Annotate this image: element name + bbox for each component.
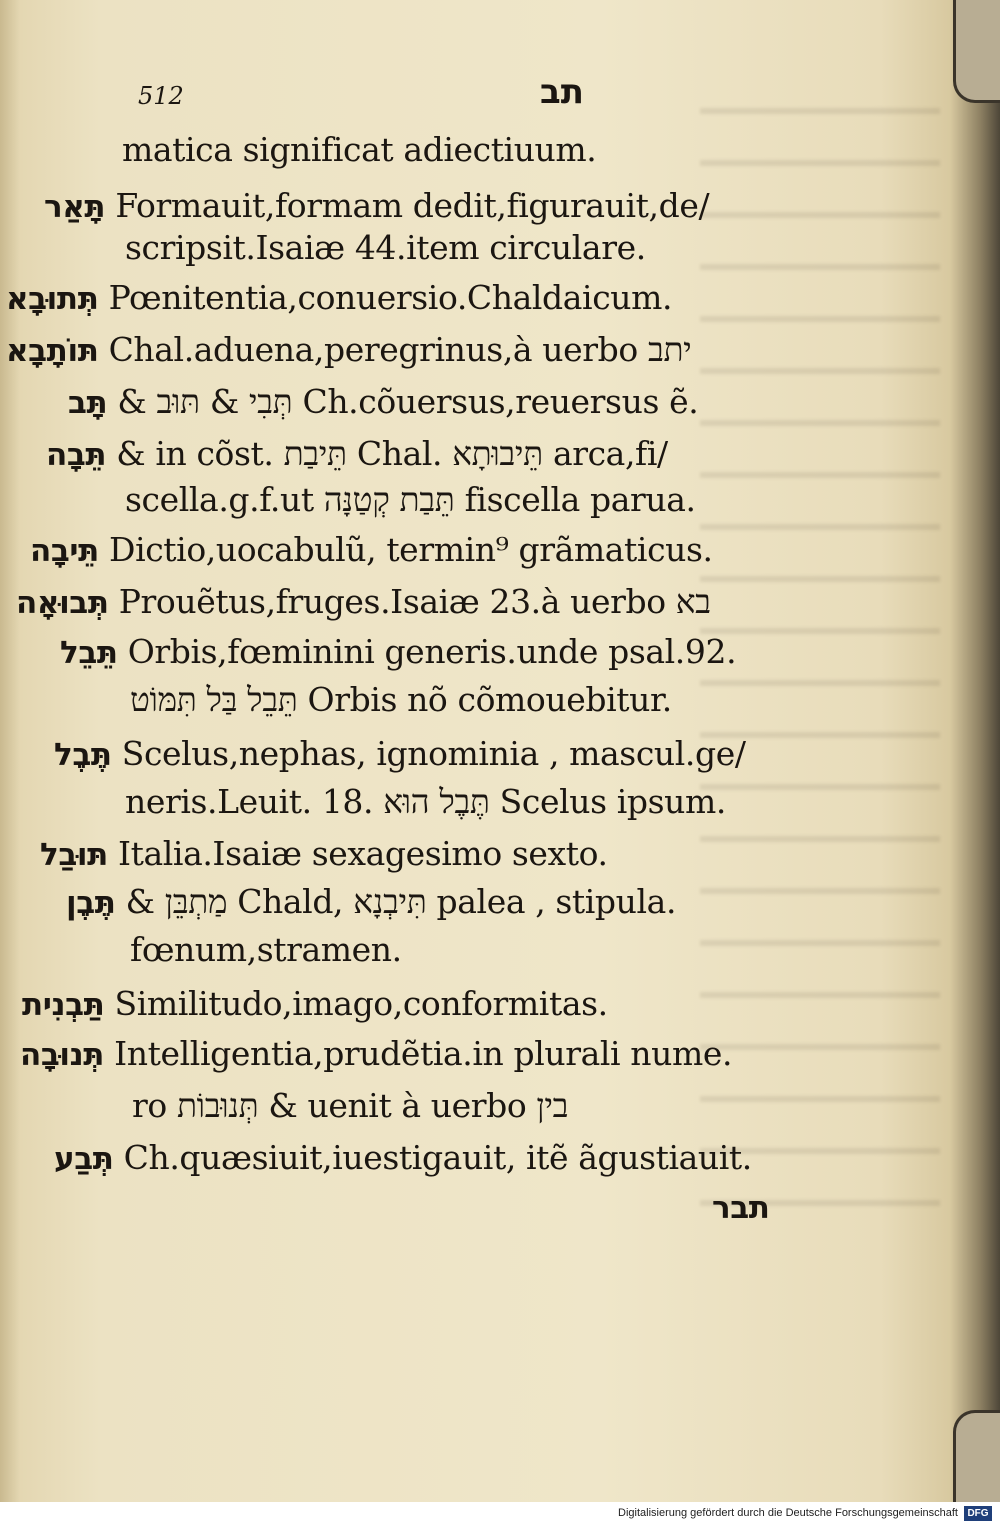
footer-bar (0, 1502, 1000, 1526)
entry-line-11 (60, 632, 736, 673)
hebrew-headword: תְּתוּבָא (6, 281, 99, 317)
latin-text: Pœnitentia,conuersio.Chaldaicum. (108, 278, 673, 317)
entry-line-12 (130, 680, 672, 720)
latin-text: matica significat adiectiuum. (122, 130, 597, 169)
entry-line-20 (132, 1086, 568, 1126)
latin-text: Italia.Isaiæ sexagesimo sexto. (117, 834, 608, 873)
latin-text: Intelligentia,prudẽtia.in plurali nume. (114, 1034, 733, 1073)
latin-text: fœnum,stramen. (130, 930, 402, 969)
latin-text: Ch.quæsiuit,iuestigauit, itẽ ãgustiauit. (123, 1138, 752, 1177)
hebrew-headword: תֶּבֶל (54, 737, 112, 773)
entry-line-8 (125, 480, 696, 520)
entry-line-4 (6, 278, 672, 319)
hebrew-headword: תָּאַר (44, 189, 106, 225)
latin-text: Chal.aduena,peregrinus,à uerbo יתב (108, 330, 692, 369)
catchword: תבר (712, 1190, 770, 1226)
dfg-logo: DFG (964, 1506, 992, 1521)
entry-line-5 (6, 330, 691, 371)
entry-line-7 (46, 434, 668, 475)
entry-line-3 (125, 228, 646, 268)
hebrew-headword: תּוּבַל (40, 837, 108, 873)
entry-line-16 (66, 882, 676, 923)
entry-line-14 (125, 782, 726, 822)
latin-text: Scelus,nephas, ignominia , mascul.ge/ (121, 734, 746, 773)
latin-text: Formauit,formam dedit,figurauit,de/ (115, 186, 710, 225)
entry-line-6 (68, 382, 698, 423)
latin-text: Prouẽtus,fruges.Isaiæ 23.à uerbo בא (118, 582, 711, 621)
entry-line-10 (16, 582, 711, 623)
entry-line-19 (20, 1034, 732, 1075)
footer-credit: Digitalisierung gefördert durch die Deutsche Forschungsgemeinschaft (618, 1507, 958, 1519)
latin-text: Dictio,uocabulũ, termin⁹ grãmaticus. (109, 530, 713, 569)
entry-line-17 (130, 930, 402, 970)
entry-line-9 (30, 530, 713, 571)
latin-text: & מַתְבֵּן Chald, תִּיבְנָא palea , stipula. (125, 882, 677, 921)
hebrew-headword: תּוֹתָבָא (6, 333, 99, 369)
hebrew-headword: תָּב (68, 385, 108, 421)
entry-line-13 (54, 734, 746, 775)
latin-text: Similitudo,imago,conformitas. (114, 984, 608, 1023)
latin-text: ro תְּנוּבוֹת & uenit à uerbo בין (132, 1086, 569, 1125)
entry-line-21 (54, 1138, 752, 1179)
hebrew-headword: תֵּבָה (46, 437, 107, 473)
latin-text: תֵּבֵל בַּל תִּמּוֹט Orbis nõ cõmouebitur. (130, 680, 672, 719)
page-number: 512 (138, 82, 184, 110)
latin-text: scella.g.f.ut תֵּבַת קְטַנָּה fiscella parua. (125, 480, 696, 519)
hebrew-headword: תַּבְנִית (22, 987, 105, 1023)
latin-text: Orbis,fœminini generis.unde psal.92. (127, 632, 737, 671)
hebrew-headword: תְּבוּאָה (16, 585, 109, 621)
entry-line-1 (122, 130, 596, 170)
latin-text: & תְּבִי & תּוּב Ch.cõuersus,reuersus ẽ. (117, 382, 699, 421)
latin-text: & in cõst. תֵּיבַת Chal. תֵּיבוּתָא arca,fi/ (116, 434, 668, 473)
running-head: תב (540, 72, 584, 112)
entry-line-18 (22, 984, 608, 1025)
entry-line-2 (44, 186, 709, 227)
hebrew-headword: תֶּבֶן (66, 885, 116, 921)
hebrew-headword: תְּנוּבָה (20, 1037, 105, 1073)
hebrew-headword: תֵּיבָה (30, 533, 99, 569)
entry-line-15 (40, 834, 608, 875)
hebrew-headword: תֵּבֵל (60, 635, 118, 671)
hebrew-headword: תְּבַע (54, 1141, 114, 1177)
latin-text: scripsit.Isaiæ 44.item circulare. (125, 228, 646, 267)
latin-text: neris.Leuit. 18. תֶּבֶל הוּא Scelus ipsum. (125, 782, 726, 821)
